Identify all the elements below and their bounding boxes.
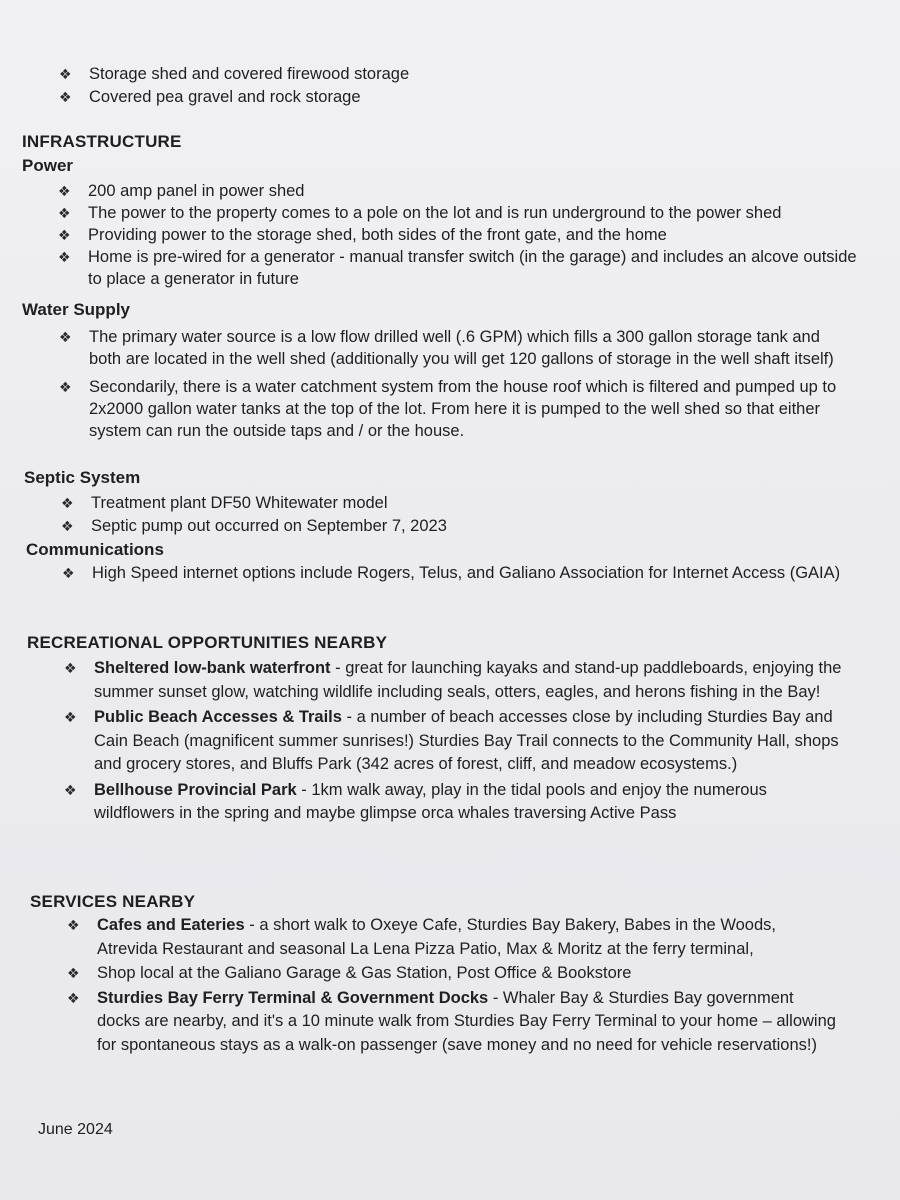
diamond-bullet-icon: ❖	[67, 965, 80, 981]
list-item: ❖ 200 amp panel in power shed	[58, 182, 305, 200]
diamond-bullet-icon: ❖	[64, 781, 77, 798]
services-list	[67, 914, 837, 1057]
diamond-bullet-icon: ❖	[59, 66, 72, 82]
subheading-power: Power	[22, 156, 74, 175]
diamond-bullet-icon: ❖	[59, 379, 72, 395]
diamond-bullet-icon: ❖	[67, 989, 80, 1006]
diamond-bullet-icon: ❖	[61, 518, 74, 534]
list-item: ❖ Sheltered low-bank waterfront - great for launching kayaks and stand-up paddleboards, enjoying the summer sunset glow, watching wildlife including seals, otters, eagles, and herons fishing in the Bay!	[64, 659, 842, 701]
footer-date: June 2024	[38, 1121, 113, 1138]
diamond-bullet-icon: ❖	[64, 709, 77, 725]
diamond-bullet-icon: ❖	[58, 183, 71, 199]
section-heading-services: SERVICES NEARBY	[30, 892, 196, 911]
list-item: ❖ Septic pump out occurred on September 7, 2023	[61, 517, 447, 535]
list-item: ❖ Sturdies Bay Ferry Terminal & Government Docks - Whaler Bay & Sturdies Bay government docks are nearby, and it's a 10 minute walk from Sturdies Bay Ferry Terminal to your home – allowing for spontaneous stays as a walk-on passenger (save money and no need for vehicle reservations!)	[67, 988, 836, 1054]
subheading-septic-system: Septic System	[24, 468, 141, 487]
diamond-bullet-icon: ❖	[59, 89, 72, 105]
list-item: ❖ Providing power to the storage shed, both sides of the front gate, and the home	[58, 226, 667, 244]
diamond-bullet-icon: ❖	[67, 917, 80, 933]
subheading-communications: Communications	[26, 540, 164, 559]
subheading-water-supply: Water Supply	[22, 300, 130, 319]
list-item: ❖ Home is pre-wired for a generator - manual transfer switch (in the garage) and includes an alcove outside to place a generator in future	[58, 248, 857, 288]
list-item: ❖ Covered pea gravel and rock storage	[59, 88, 361, 106]
communications-list	[62, 562, 842, 584]
diamond-bullet-icon: ❖	[58, 249, 71, 265]
list-item: ❖ Storage shed and covered firewood storage	[59, 65, 410, 83]
septic-list	[61, 492, 851, 537]
section-heading-recreational: RECREATIONAL OPPORTUNITIES NEARBY	[27, 633, 388, 652]
diamond-bullet-icon: ❖	[58, 205, 71, 221]
diamond-bullet-icon: ❖	[62, 565, 75, 581]
recreational-list	[64, 657, 846, 826]
water-supply-list	[59, 326, 849, 442]
power-list	[58, 180, 858, 290]
list-item: ❖ The power to the property comes to a pole on the lot and is run underground to the power shed	[58, 204, 782, 222]
list-item: ❖ Treatment plant DF50 Whitewater model	[61, 494, 388, 512]
list-item: ❖ Bellhouse Provincial Park - 1km walk away, play in the tidal pools and enjoy the numerous wildflowers in the spring and maybe glimpse orca whales traversing Active Pass	[64, 780, 767, 822]
list-item: ❖ Public Beach Accesses & Trails - a number of beach accesses close by including Sturdies Bay and Cain Beach (magnificent summer sunrises!) Sturdies Bay Trail connects to the Community Hall, shops and grocery stores, and Bluffs Park (342 acres of forest, cliff, and meadow ecosystems.)	[64, 708, 839, 773]
list-item: ❖ Shop local at the Galiano Garage & Gas Station, Post Office & Bookstore	[67, 964, 632, 982]
list-item: ❖ High Speed internet options include Rogers, Telus, and Galiano Association for Internet Access (GAIA)	[62, 564, 841, 582]
list-item: ❖ Secondarily, there is a water catchment system from the house roof which is filtered and pumped up to 2x2000 gallon water tanks at the top of the lot. From here it is pumped to the well shed so that either system can run the outside taps and / or the house.	[59, 378, 837, 440]
top-bullet-list	[59, 63, 849, 108]
diamond-bullet-icon: ❖	[58, 227, 71, 243]
list-item: ❖ Cafes and Eateries - a short walk to Oxeye Cafe, Sturdies Bay Bakery, Babes in the Woods, Atrevida Restaurant and seasonal La Lena Pizza Patio, Max & Moritz at the ferry terminal,	[67, 916, 776, 958]
diamond-bullet-icon: ❖	[61, 495, 74, 511]
list-item: ❖ The primary water source is a low flow drilled well (.6 GPM) which fills a 300 gallon storage tank and both are located in the well shed (additionally you will get 120 gallons of storage in the well shaft itself)	[59, 328, 834, 368]
diamond-bullet-icon: ❖	[59, 329, 72, 345]
section-heading-infrastructure: INFRASTRUCTURE	[22, 132, 182, 151]
diamond-bullet-icon: ❖	[64, 660, 77, 676]
